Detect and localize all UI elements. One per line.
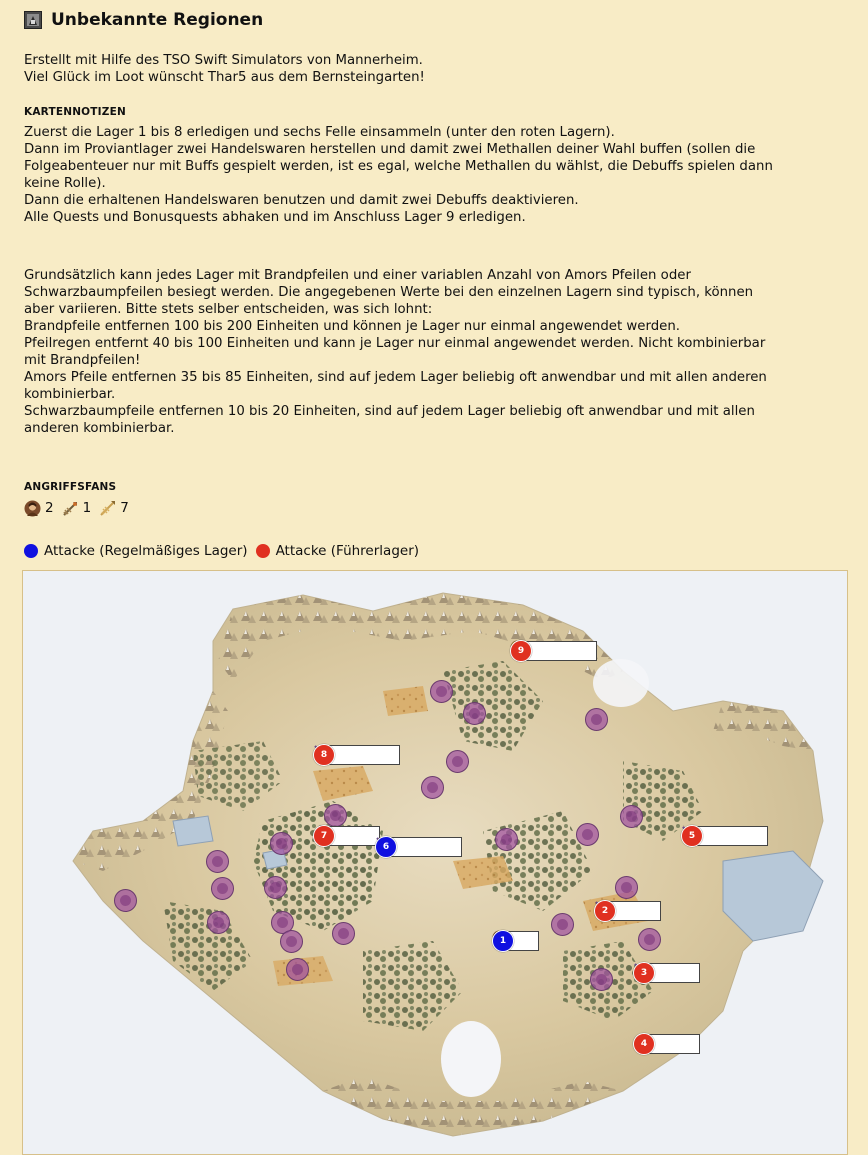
camp-marker-7[interactable] bbox=[313, 825, 380, 847]
notes-line: Folgeabenteuer nur mit Buffs gespielt werden, ist es egal, welche Methallen du wählst, die Debuffs spielen dann bbox=[24, 159, 773, 174]
enemy-camp[interactable] bbox=[286, 958, 309, 981]
camp-number: 6 bbox=[375, 836, 397, 858]
blackwood-arrow-icon bbox=[747, 829, 762, 844]
title-row bbox=[24, 8, 263, 32]
camp-marker-3[interactable] bbox=[633, 962, 700, 984]
marker-units bbox=[329, 826, 380, 846]
amor-arrow-icon bbox=[659, 966, 674, 981]
enemy-camp[interactable] bbox=[620, 805, 643, 828]
marker-units bbox=[649, 1034, 700, 1054]
notes-line: Brandpfeile entfernen 100 bis 200 Einheiten und können je Lager nur einmal angewendet werden. bbox=[24, 319, 680, 334]
notes-line: Dann die erhaltenen Handelswaren benutzen und damit zwei Debuffs deaktivieren. bbox=[24, 193, 579, 208]
marker-units bbox=[329, 745, 400, 765]
enemy-camp[interactable] bbox=[324, 804, 347, 827]
enemy-camp[interactable] bbox=[638, 928, 661, 951]
regular-camp-dot-icon bbox=[24, 544, 38, 558]
marker-units bbox=[697, 826, 768, 846]
enemy-camp[interactable] bbox=[590, 968, 613, 991]
page-title: Unbekannte Regionen bbox=[51, 10, 264, 30]
camp-number: 2 bbox=[594, 900, 616, 922]
notes-line: Pfeilregen entfernt 40 bis 100 Einheiten und kann je Lager nur einmal angewendet werden. Nicht kombinierbar bbox=[24, 336, 766, 351]
legend-regular-label: Attacke (Regelmäßiges Lager) bbox=[44, 543, 248, 559]
attack-fans-heading: ANGRIFFSFANS bbox=[24, 481, 117, 493]
marker-units bbox=[649, 963, 700, 983]
camp-marker-4[interactable] bbox=[633, 1033, 700, 1055]
notes-line: Amors Pfeile entfernen 35 bis 85 Einheiten, sind auf jedem Lager beliebig oft anwendbar und mit allen anderen bbox=[24, 370, 767, 385]
fire-arrow-icon bbox=[62, 500, 79, 517]
general-portrait-icon bbox=[518, 934, 533, 949]
legend-leader-label: Attacke (Führerlager) bbox=[275, 543, 420, 559]
heart-arrow-icon bbox=[679, 1037, 694, 1052]
camp-marker-6[interactable] bbox=[375, 836, 462, 858]
map-scroll-icon bbox=[24, 11, 42, 29]
general-portrait-icon bbox=[24, 500, 41, 517]
credits-line: Viel Glück im Loot wünscht Thar5 aus dem Bernsteingarten! bbox=[24, 70, 425, 85]
marker-units bbox=[526, 641, 597, 661]
camp-marker-9[interactable] bbox=[510, 640, 597, 662]
credits-text bbox=[24, 52, 854, 86]
enemy-camp[interactable] bbox=[207, 911, 230, 934]
enemy-camp[interactable] bbox=[615, 876, 638, 899]
credits-line: Erstellt mit Hilfe des TSO Swift Simulators von Mannerheim. bbox=[24, 53, 423, 68]
camp-number: 3 bbox=[633, 962, 655, 984]
map-terrain bbox=[23, 571, 848, 1155]
leader-camp-dot-icon bbox=[256, 544, 270, 558]
fire-arrow-icon bbox=[536, 644, 551, 659]
marker-units bbox=[610, 901, 661, 921]
enemy-camp[interactable] bbox=[270, 832, 293, 855]
enemy-camp[interactable] bbox=[585, 708, 608, 731]
attack-fans-row bbox=[24, 498, 137, 518]
enemy-camp[interactable] bbox=[264, 876, 287, 899]
amor-arrow-icon bbox=[620, 904, 635, 919]
enemy-camp[interactable] bbox=[206, 850, 229, 873]
camp-marker-8[interactable] bbox=[313, 744, 400, 766]
blackwood-arrow-icon bbox=[679, 966, 694, 981]
notes-line: mit Brandpfeilen! bbox=[24, 353, 141, 368]
marker-units bbox=[391, 837, 462, 857]
notes-line: kombinierbar. bbox=[24, 387, 116, 402]
amor-arrow-icon bbox=[401, 840, 416, 855]
amor-arrow-icon bbox=[659, 1037, 674, 1052]
sun-buff-icon bbox=[576, 644, 591, 659]
map-notes-paragraph-1 bbox=[24, 124, 854, 226]
enemy-camp[interactable] bbox=[495, 828, 518, 851]
amor-arrow-icon bbox=[99, 500, 116, 517]
notes-line: Alle Quests und Bonusquests abhaken und im Anschluss Lager 9 erledigen. bbox=[24, 210, 526, 225]
fan-count: 1 bbox=[82, 500, 92, 516]
camp-marker-1[interactable] bbox=[492, 930, 539, 952]
notes-line: aber variieren. Bitte stets selber entscheiden, was sich lohnt: bbox=[24, 302, 433, 317]
notes-line: Schwarzbaumpfeile entfernen 10 bis 20 Einheiten, sind auf jedem Lager beliebig oft anwendbar und mit allen bbox=[24, 404, 755, 419]
enemy-camp[interactable] bbox=[576, 823, 599, 846]
notes-line: Schwarzbaumpfeilen besiegt werden. Die angegebenen Werte bei den einzelnen Lagern sind typisch, können bbox=[24, 285, 754, 300]
enemy-camp[interactable] bbox=[551, 913, 574, 936]
camp-marker-2[interactable] bbox=[594, 900, 661, 922]
enemy-camp[interactable] bbox=[332, 922, 355, 945]
enemy-camp[interactable] bbox=[421, 776, 444, 799]
notes-line: Zuerst die Lager 1 bis 8 erledigen und sechs Felle einsammeln (unter den roten Lagern). bbox=[24, 125, 615, 140]
general-portrait-icon bbox=[556, 644, 571, 659]
camp-number: 1 bbox=[492, 930, 514, 952]
adventure-map[interactable] bbox=[22, 570, 848, 1155]
blackwood-arrow-icon bbox=[379, 748, 394, 763]
notes-line: Dann im Proviantlager zwei Handelswaren herstellen und damit zwei Methallen deiner Wahl buffen (sollen die bbox=[24, 142, 756, 157]
camp-number: 8 bbox=[313, 744, 335, 766]
enemy-camp[interactable] bbox=[280, 930, 303, 953]
notes-line: keine Rolle). bbox=[24, 176, 106, 191]
camp-number: 9 bbox=[510, 640, 532, 662]
notes-line: anderen kombinierbar. bbox=[24, 421, 175, 436]
enemy-camp[interactable] bbox=[463, 702, 486, 725]
heart-arrow-icon bbox=[421, 840, 436, 855]
map-notes-heading: KARTENNOTIZEN bbox=[24, 106, 126, 118]
fan-count: 2 bbox=[45, 500, 54, 516]
enemy-camp[interactable] bbox=[430, 680, 453, 703]
camp-number: 7 bbox=[313, 825, 335, 847]
legend bbox=[24, 541, 427, 561]
camp-number: 4 bbox=[633, 1033, 655, 1055]
camp-marker-5[interactable] bbox=[681, 825, 768, 847]
amor-arrow-icon bbox=[707, 829, 722, 844]
camp-number: 5 bbox=[681, 825, 703, 847]
enemy-camp[interactable] bbox=[446, 750, 469, 773]
notes-line: Grundsätzlich kann jedes Lager mit Brandpfeilen und einer variablen Anzahl von Amors Pfeilen oder bbox=[24, 268, 691, 283]
heart-arrow-icon bbox=[359, 829, 374, 844]
blackwood-arrow-icon bbox=[441, 840, 456, 855]
blackwood-arrow-icon bbox=[727, 829, 742, 844]
amor-arrow-icon bbox=[339, 829, 354, 844]
fan-count: 7 bbox=[120, 500, 129, 516]
amor-arrow-icon bbox=[339, 748, 354, 763]
blackwood-arrow-icon bbox=[640, 904, 655, 919]
enemy-camp[interactable] bbox=[114, 889, 137, 912]
heart-arrow-icon bbox=[359, 748, 374, 763]
enemy-camp[interactable] bbox=[211, 877, 234, 900]
map-notes-paragraph-2 bbox=[24, 267, 854, 437]
